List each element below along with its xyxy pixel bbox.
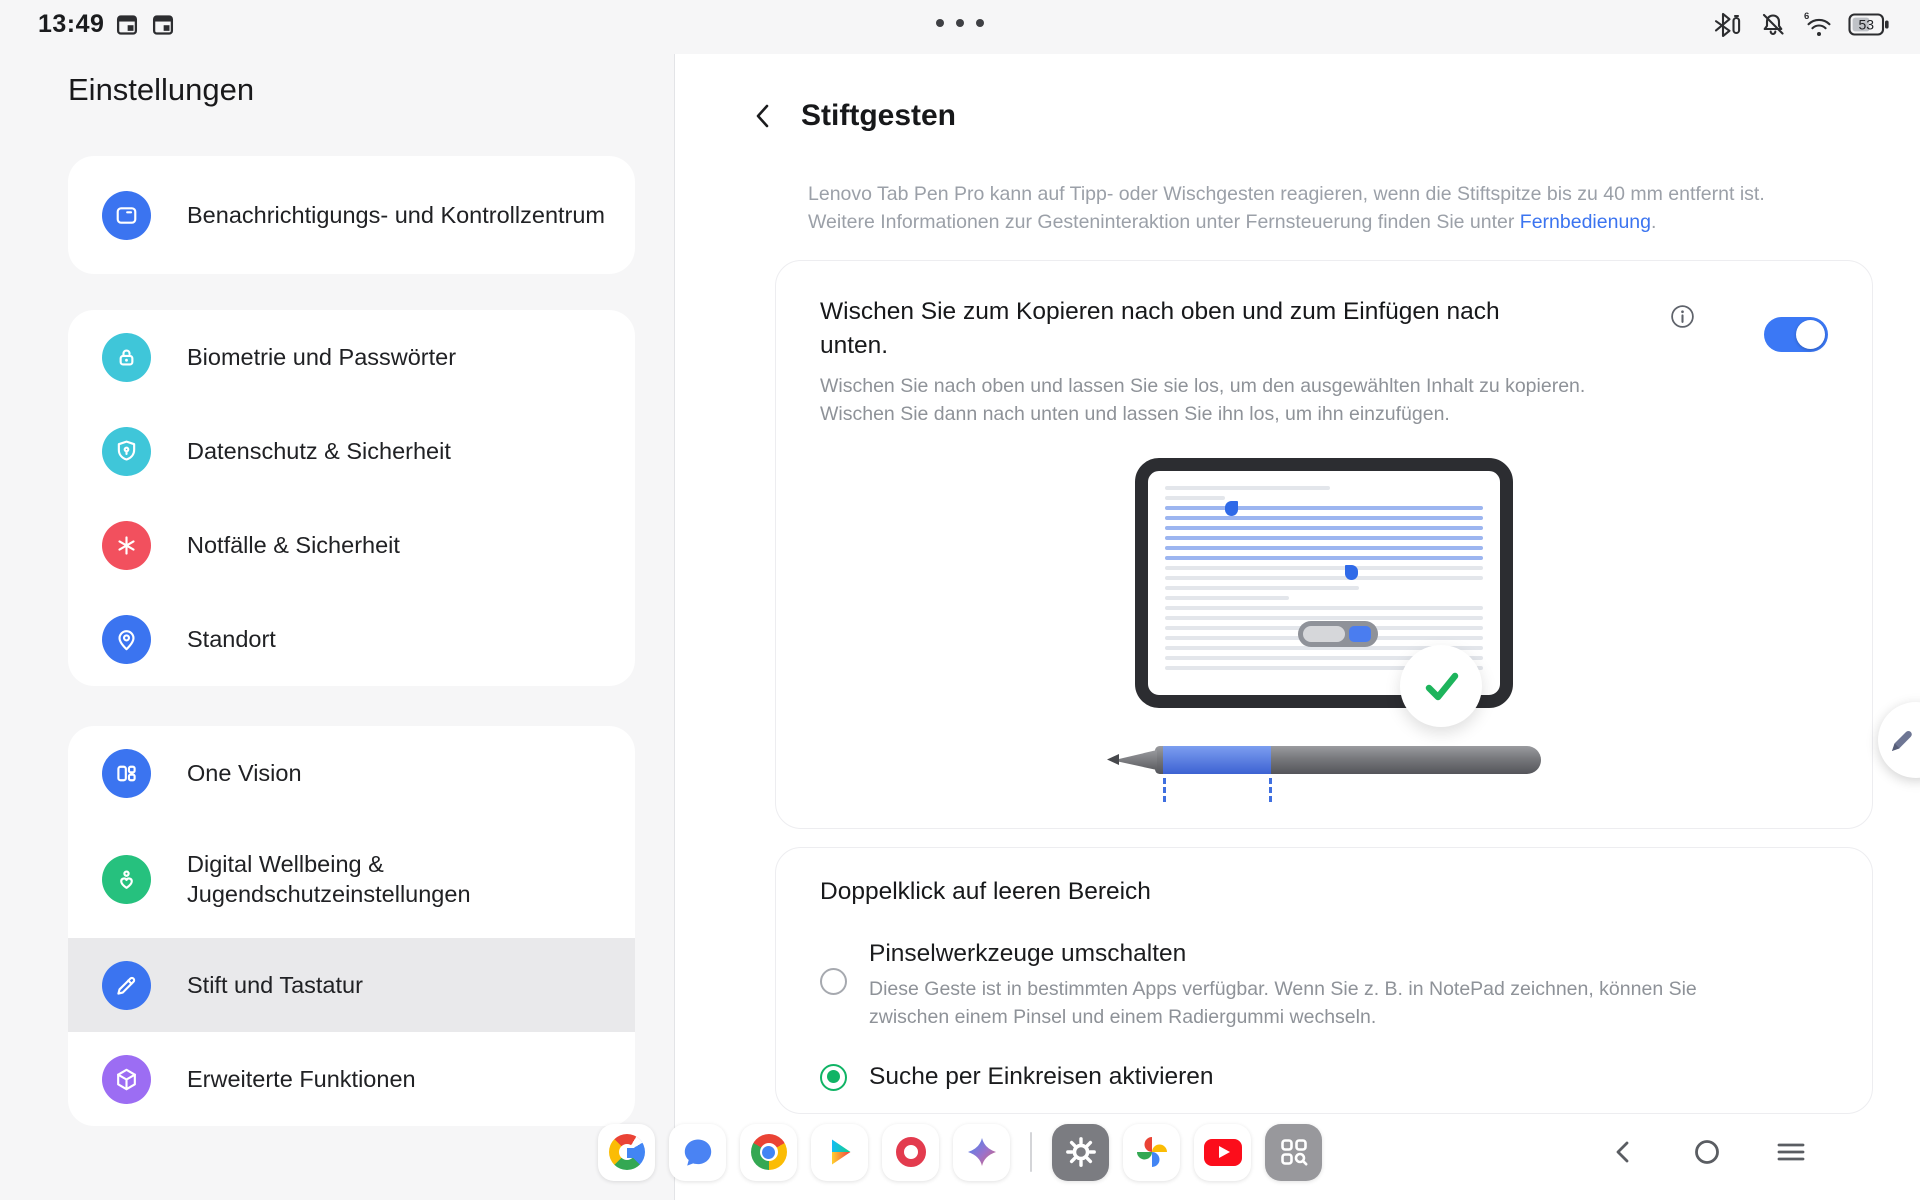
- messages-app-icon[interactable]: [669, 1124, 726, 1181]
- nav-recents-button[interactable]: [1774, 1135, 1808, 1169]
- notification-calendar-icon: [114, 12, 140, 38]
- option-label: Suche per Einkreisen aktivieren: [869, 1063, 1214, 1090]
- option-description: Diese Geste ist in bestimmten Apps verfügbar. Wenn Sie z. B. in NotePad zeichnen, können Sie zwischen einem Pinsel und einem Radiergummi wechseln.: [869, 978, 1697, 1028]
- sidebar-item-label: Benachrichtigungs- und Kontrollzentrum: [187, 202, 606, 228]
- back-button[interactable]: [749, 99, 779, 133]
- info-icon[interactable]: [1669, 303, 1696, 335]
- sidebar-item-label: Stift und Tastatur: [187, 972, 363, 998]
- gesture-illustration: [1094, 458, 1554, 804]
- text-selection-handle: [1225, 501, 1238, 516]
- intro-suffix: .: [1650, 211, 1657, 233]
- sidebar-item-one-vision[interactable]: [68, 726, 635, 820]
- sidebar-group: [68, 310, 635, 686]
- sidebar-item-label: Erweiterte Funktionen: [187, 1066, 416, 1092]
- pen-slider-illustration: [1298, 621, 1378, 647]
- sidebar-item-emergency[interactable]: [68, 498, 635, 592]
- split-screen-icon: [102, 749, 151, 798]
- cube-icon: [102, 1055, 151, 1104]
- sidebar-item-pen-keyboard[interactable]: [68, 938, 635, 1032]
- youtube-app-icon[interactable]: [1194, 1124, 1251, 1181]
- dock-divider: [1030, 1132, 1032, 1172]
- sidebar-group: [68, 156, 635, 274]
- gesture-description-line1: Wischen Sie nach oben und lassen Sie sie los, um den ausgewählten Inhalt zu kopieren.: [820, 375, 1586, 397]
- sidebar-item-location[interactable]: [68, 592, 635, 686]
- play-store-app-icon[interactable]: [811, 1124, 868, 1181]
- double-click-card: [775, 847, 1873, 1114]
- tablet-illustration: [1135, 458, 1513, 708]
- window-drag-handle[interactable]: [936, 19, 984, 27]
- settings-app-icon[interactable]: [1052, 1124, 1109, 1181]
- remote-control-link[interactable]: Fernbedienung: [1519, 211, 1651, 233]
- opera-app-icon[interactable]: [882, 1124, 939, 1181]
- clock: 13:49: [38, 10, 105, 38]
- intro-text: [808, 180, 1832, 236]
- gesture-description-line2: Wischen Sie dann nach unten und lassen Sie ihn los, um ihn einzufügen.: [820, 402, 1450, 425]
- sidebar-item-label: Biometrie und Passwörter: [187, 344, 457, 370]
- app-search-icon[interactable]: [1265, 1124, 1322, 1181]
- nav-home-button[interactable]: [1690, 1135, 1724, 1169]
- page-title: Einstellungen: [68, 72, 255, 107]
- sidebar-group: [68, 726, 635, 1126]
- intro-body: Lenovo Tab Pen Pro kann auf Tipp- oder Wischgesten reagieren, wenn die Stiftspitze bis zu 40 mm entfernt ist. Weitere Informationen zur Gesteninteraktion unter Fernsteuerung finden Sie unter: [808, 183, 1765, 233]
- photos-app-icon[interactable]: [1123, 1124, 1180, 1181]
- notification-calendar-icon: [150, 12, 176, 38]
- sidebar-item-notification-center[interactable]: [68, 156, 635, 274]
- battery-percent-label: 53: [1858, 16, 1875, 33]
- pen-gestures-panel: [674, 54, 1920, 1200]
- sidebar-item-label: One Vision: [187, 760, 302, 786]
- sidebar-item-digital-wellbeing[interactable]: [68, 820, 635, 938]
- gesture-card-title: Wischen Sie zum Kopieren nach oben und zum Einfügen nach unten.: [820, 298, 1500, 359]
- sidebar-item-label: Notfälle & Sicherheit: [187, 532, 400, 558]
- lock-icon: [102, 333, 151, 382]
- sidebar-item-privacy[interactable]: [68, 404, 635, 498]
- bluetooth-pen-battery-icon: [1706, 10, 1744, 40]
- google-app-icon[interactable]: [598, 1124, 655, 1181]
- pen-icon: [102, 961, 151, 1010]
- sidebar-item-label: Digital Wellbeing & Jugendschutzeinstellungen: [187, 851, 471, 907]
- asterisk-icon: [102, 521, 151, 570]
- sidebar-item-label: Datenschutz & Sicherheit: [187, 438, 451, 464]
- radio-button[interactable]: [820, 1064, 847, 1091]
- option-circle-to-search[interactable]: [820, 1061, 1826, 1093]
- radio-button[interactable]: [820, 968, 847, 995]
- text-selection-handle: [1345, 565, 1358, 580]
- sidebar-item-label: Standort: [187, 626, 276, 652]
- gemini-app-icon[interactable]: [953, 1124, 1010, 1181]
- double-click-title: Doppelklick auf leeren Bereich: [820, 878, 1151, 905]
- location-pin-icon: [102, 615, 151, 664]
- wifi-icon: [1802, 10, 1834, 40]
- settings-sidebar: [0, 0, 674, 1200]
- sidebar-item-biometrics[interactable]: [68, 310, 635, 404]
- notifications-muted-icon: [1758, 10, 1788, 40]
- gesture-toggle[interactable]: [1764, 317, 1828, 352]
- notification-control-center-icon: [102, 191, 151, 240]
- status-bar: [0, 0, 1920, 54]
- wifi-standard-label: 6: [1804, 11, 1810, 22]
- shield-icon: [102, 427, 151, 476]
- chrome-app-icon[interactable]: [740, 1124, 797, 1181]
- success-check-icon: [1400, 645, 1482, 727]
- battery-icon: [1848, 12, 1890, 38]
- nav-back-button[interactable]: [1606, 1135, 1640, 1169]
- navigation-bar: [1606, 1104, 1808, 1200]
- wellbeing-icon: [102, 855, 151, 904]
- option-label: Pinselwerkzeuge umschalten: [869, 940, 1187, 967]
- copy-paste-gesture-card: [775, 260, 1873, 829]
- stylus-illustration: [1107, 742, 1541, 804]
- option-toggle-brush-tools[interactable]: [820, 938, 1826, 1031]
- section-title: Stiftgesten: [801, 99, 957, 132]
